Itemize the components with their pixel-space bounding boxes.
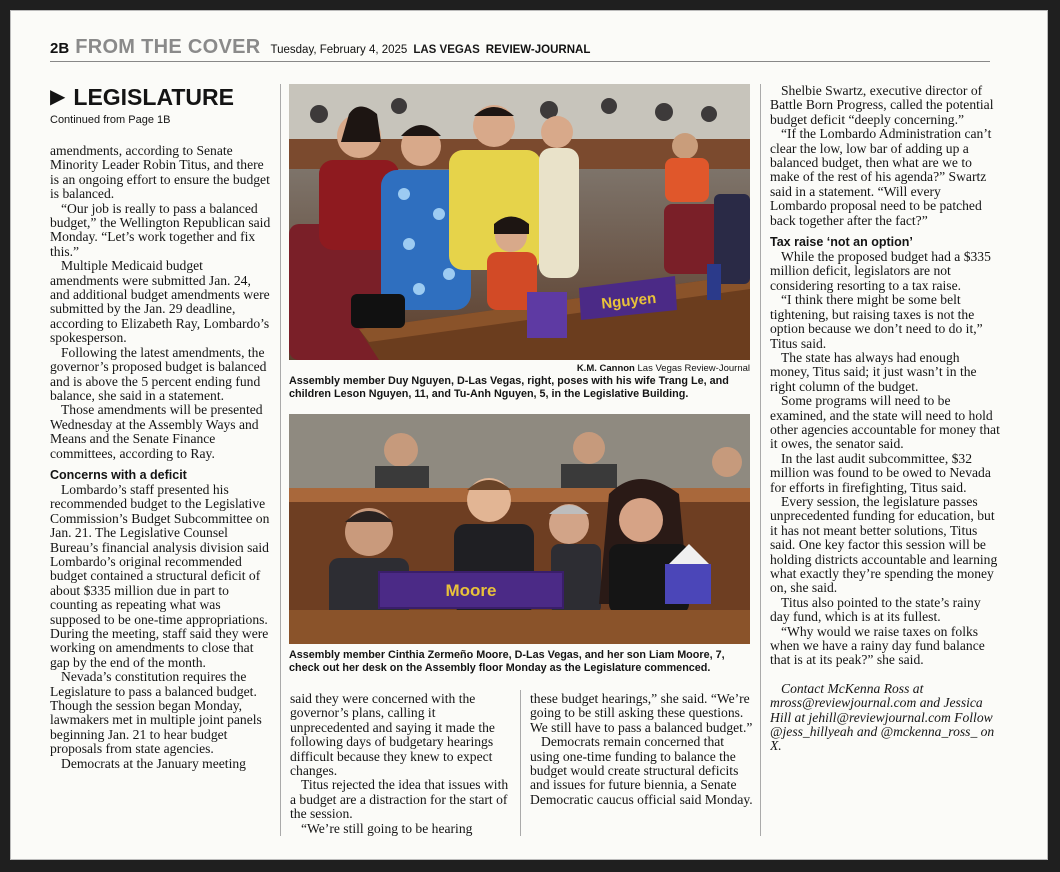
paragraph: While the proposed budget had a $335 million deficit, legislators are not considering resorting to a tax raise. (770, 249, 991, 293)
column-rule (520, 690, 521, 836)
photo-moore-family (289, 414, 750, 644)
paragraph: Shelbie Swartz, executive director of Battle Born Progress, called the potential budget deficit “deeply concerning.” (770, 84, 994, 127)
paragraph: The state has always had enough money, Titus said; it just wasn’t in the right column of the budget. (770, 349, 977, 394)
play-arrow-icon: ▶ (50, 86, 66, 108)
paragraph: said they were concerned with the governor’s plans, calling it unprecedented and saying it made the following days of budgetary hearings difficult because they knew to expect changes. (290, 692, 495, 779)
contact-line: Contact McKenna Ross at mross@reviewjournal.com and Jessica Hill at jehill@reviewjournal.com Follow @jess_hillyeah and @mckenna_ross_ on X. (770, 680, 995, 754)
article-column-3 (530, 692, 754, 840)
paragraph: Multiple Medicaid budget amendments were submitted Jan. 24, and additional budget amendments were submitted by the Jan. 29 deadline, according to Elizabeth Ray, Lombardo’s spokesperson. (50, 258, 270, 346)
paragraph: Some programs will need to be examined, and the state will need to hold other agencies accountable for money that it owes, the senator said. (770, 393, 1000, 452)
paragraph: Following the latest amendments, the governor’s proposed budget is balanced and is above the 5 percent ending fund balance, she said in a statement. (50, 344, 267, 403)
article-column-2 (290, 692, 512, 840)
paragraph: Those amendments will be presented Wednesday at the Assembly Ways and Means and the Senate Finance committees, according to Ray. (50, 402, 263, 461)
paragraph: In the last audit subcommittee, $32 million was found to be owed to Nevada for efforts in firefighting, Titus said. (770, 450, 991, 495)
subhead: Tax raise ‘not an option’ (770, 235, 913, 250)
nameplate-nguyen: Nguyen (600, 289, 658, 313)
story-kicker (50, 84, 250, 110)
subhead: Concerns with a deficit (50, 467, 187, 482)
photo-illustration (289, 414, 750, 644)
paragraph: amendments, according to Senate Minority Leader Robin Titus, and there is an ongoing effort to ensure the budget is balanced. (50, 144, 270, 202)
photo-nguyen-family (289, 84, 750, 360)
photo-illustration (289, 84, 750, 360)
paragraph: “If the Lombardo Administration can’t clear the low, low bar of adding up a balanced budget, then what are we to make of the rest of his agenda?” Swartz said in a statement. “Will every Lombardo proposal need to be patched back together after the fact?” (770, 126, 992, 228)
column-rule (280, 84, 281, 836)
photo-caption: Assembly member Cinthia Zermeño Moore, D-Las Vegas, and her son Liam Moore, 7, check out her desk on the Assembly floor Monday as the Legislature commenced. (289, 649, 725, 675)
publication-name-part1: LAS VEGAS (413, 44, 480, 56)
paragraph: “I think there might be some belt tightening, but raising taxes is not the option because we don’t need to do it,” Titus said. (770, 292, 983, 351)
credit-organization: Las Vegas Review-Journal (637, 363, 750, 374)
publication-name-part2: REVIEW-JOURNAL (485, 44, 591, 56)
paragraph: “Our job is really to pass a balanced budget,” the Wellington Republican said Monday. “Let’s work together and fix this.” (50, 200, 271, 259)
photo-credit (289, 363, 750, 374)
kicker-label: LEGISLATURE (73, 84, 234, 110)
masthead (50, 36, 990, 62)
photographer-name: K.M. Cannon (576, 363, 635, 374)
newspaper-page (10, 10, 1048, 860)
paragraph: Every session, the legislature passes unprecedented funding for education, but it has not meant better solutions, Titus said. One key factor this session will be holding districts accountable and learning what exactly they’re spending the money on, she said. (770, 493, 998, 596)
nameplate-moore: Moore (445, 581, 497, 600)
jump-line: Continued from Page 1B (50, 114, 171, 126)
paragraph: “We’re still going to be hearing (301, 820, 473, 836)
article-column-1 (50, 144, 272, 836)
page-number: 2B (50, 40, 70, 57)
section-title: FROM THE COVER (75, 36, 261, 58)
paragraph: Democrats at the January meeting (61, 755, 246, 771)
photo-caption: Assembly member Duy Nguyen, D-Las Vegas, right, poses with his wife Trang Le, and children Leson Nguyen, 11, and Tu-Anh Nguyen, 5, in the Legislative Building. (289, 375, 729, 401)
paragraph: Lombardo’s staff presented his recommended budget to the Legislative Commission’s Budget Subcommittee on Jan. 21. The Legislative Counsel Bureau’s financial analysis division said Lombardo’s original recommended budget contained a structural deficit of about $335 million due in part to counting as repeating what was supposed to be one-time appropriations. During the meeting, staff said they were working on amendments to close that gap by the end of the month. (50, 481, 270, 670)
paragraph: “Why would we raise taxes on folks when we have a rainy day fund balance that is at its peak?” she said. (770, 623, 985, 668)
paragraph: Titus also pointed to the state’s rainy day fund, which is at its fullest. (770, 594, 981, 625)
paragraph: Nevada’s constitution requires the Legislature to pass a balanced budget. Though the session began Monday, lawmakers met in multiple joint panels beginning Jan. 21 to hear budget proposals from state agencies. (50, 669, 262, 757)
column-rule (760, 84, 761, 836)
article-column-4 (770, 84, 1000, 840)
issue-date: Tuesday, February 4, 2025 (270, 44, 408, 56)
paragraph: Titus rejected the idea that issues with a budget are a distraction for the start of the session. (290, 777, 509, 822)
paragraph: these budget hearings,” she said. “We’re going to be still asking these questions. We still have to pass a balanced budget.” (530, 692, 753, 735)
paragraph: Democrats remain concerned that using one-time funding to balance the budget would create structural deficits and issues for future biennia, a Senate Democratic caucus official said Monday. (530, 734, 753, 807)
